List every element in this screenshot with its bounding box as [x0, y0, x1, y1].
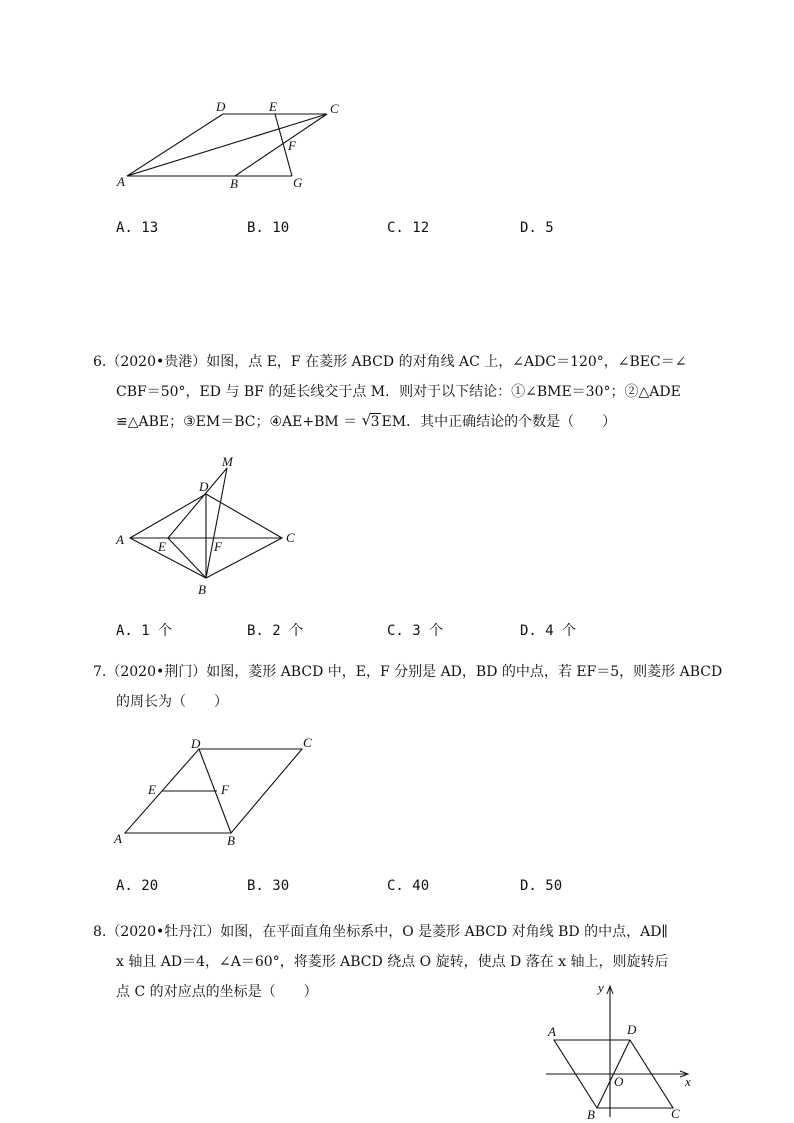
q6-option-c: C. 3 个 [387, 623, 444, 639]
q6-label-m: M [222, 454, 233, 469]
q8-label-c: C [671, 1106, 680, 1121]
q6-label-f: F [214, 539, 222, 554]
q8-label-x: x [685, 1074, 691, 1089]
q5-label-b: B [230, 176, 238, 191]
q7-option-a: A. 20 [116, 878, 159, 894]
q6-stem [93, 347, 703, 437]
q5-option-d: D. 5 [520, 220, 554, 236]
q6-label-e: E [158, 539, 166, 554]
q6-label-c: C [286, 530, 295, 545]
q7-stem [93, 657, 723, 717]
q5-option-b: B. 10 [247, 220, 290, 236]
q7-label-d: D [191, 736, 201, 751]
q7-label-b: B [227, 833, 235, 848]
q8-label-a: A [548, 1024, 556, 1039]
q6-label-d: D [199, 479, 209, 494]
q6-line-2: CBF＝50°，ED 与 BF 的延长线交于点 M．则对于以下结论：①∠BME＝30°；②△ADE [116, 384, 681, 400]
q8-label-y: y [598, 980, 604, 995]
q7-label-e: E [148, 782, 156, 797]
q6-line-1: 6.（2020•贵港）如图，点 E，F 在菱形 ABCD 的对角线 AC 上，∠ADC＝120°，∠BEC＝∠ [93, 354, 687, 370]
q6-label-b: B [198, 582, 206, 597]
q6-figure [110, 452, 310, 600]
q6-line-3-pre: ≌△ABE；③EM＝BC；④AE+BM ＝ [116, 414, 362, 430]
q6-label-a: A [116, 532, 124, 547]
q6-line-3-post: EM．其中正确结论的个数是（ ） [381, 414, 617, 430]
q8-label-o: O [614, 1074, 624, 1089]
q6-radicand: 3 [370, 414, 380, 430]
q8-figure [538, 978, 698, 1123]
q8-line-2: x 轴且 AD＝4，∠A＝60°，将菱形 ABCD 绕点 O 旋转，使点 D 落在 x 轴上，则旋转后 [116, 954, 669, 970]
q7-label-c: C [303, 735, 312, 750]
q8-label-d: D [627, 1022, 637, 1037]
q6-option-b: B. 2 个 [247, 623, 304, 639]
q5-label-c: C [330, 101, 339, 116]
q6-line-3 [93, 407, 703, 437]
q7-line-2: 的周长为（ ） [116, 694, 228, 710]
q8-line-3: 点 C 的对应点的坐标是（ ） [116, 984, 318, 1000]
q5-label-d: D [216, 99, 226, 114]
q7-option-b: B. 30 [247, 878, 290, 894]
q5-label-a: A [117, 174, 125, 189]
q6-option-a: A. 1 个 [116, 623, 173, 639]
q7-option-c: C. 40 [387, 878, 430, 894]
q5-option-c: C. 12 [387, 220, 430, 236]
q8-label-b: B [587, 1107, 595, 1122]
q5-label-f: F [288, 138, 296, 153]
q7-label-f: F [221, 782, 229, 797]
q6-option-d: D. 4 个 [520, 623, 577, 639]
q5-figure [110, 95, 360, 195]
q5-label-g: G [293, 175, 303, 190]
q7-figure [105, 733, 330, 851]
q8-line-1: 8.（2020•牡丹江）如图，在平面直角坐标系中，O 是菱形 ABCD 对角线 BD 的中点，AD∥ [93, 924, 668, 940]
q7-label-a: A [114, 831, 122, 846]
q5-option-a: A. 13 [116, 220, 159, 236]
q7-line-1: 7.（2020•荆门）如图，菱形 ABCD 中，E，F 分别是 AD，BD 的中点，若 EF＝5，则菱形 ABCD [93, 664, 723, 680]
q7-option-d: D. 50 [520, 878, 563, 894]
q5-label-e: E [269, 99, 277, 114]
sqrt-symbol: √ 3 [361, 411, 380, 430]
